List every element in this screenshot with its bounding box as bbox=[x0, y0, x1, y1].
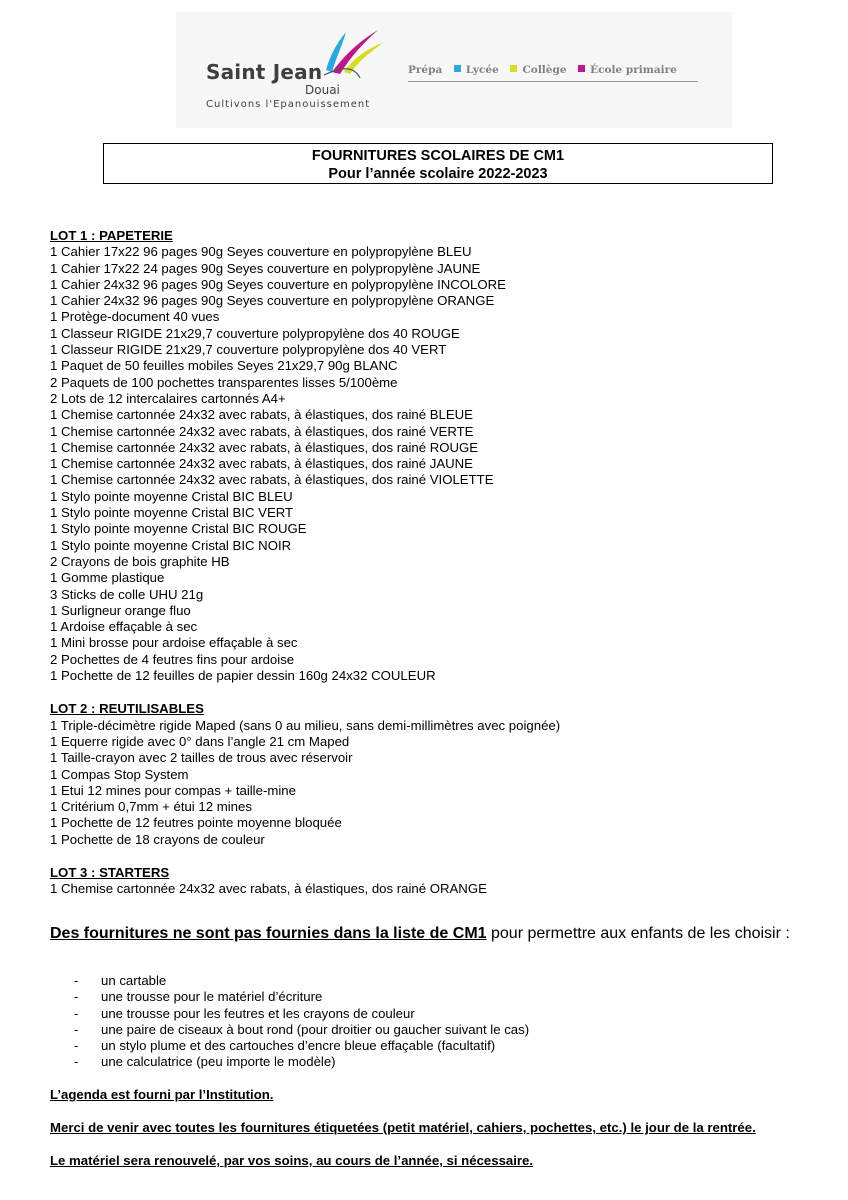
supply-item: 3 Sticks de colle UHU 21g bbox=[50, 586, 204, 602]
choice-intro bbox=[50, 924, 790, 943]
document-title bbox=[103, 143, 773, 184]
note-labels: Merci de venir avec toutes les fournitures étiquetées (petit matériel, cahiers, pochettes, etc.) le jour de la rentrée. bbox=[50, 1120, 756, 1135]
supply-item: 1 Stylo pointe moyenne Cristal BIC BLEU bbox=[50, 488, 293, 504]
supply-item: 1 Chemise cartonnée 24x32 avec rabats, à élastiques, dos rainé VERTE bbox=[50, 423, 474, 439]
note-renewal: Le matériel sera renouvelé, par vos soins, au cours de l’année, si nécessaire. bbox=[50, 1153, 534, 1168]
supply-item: 1 Stylo pointe moyenne Cristal BIC NOIR bbox=[50, 537, 292, 553]
supply-item: 2 Crayons de bois graphite HB bbox=[50, 553, 230, 569]
list-item-text: une trousse pour le matériel d’écriture bbox=[101, 989, 323, 1005]
supply-item: 1 Critérium 0,7mm + étui 12 mines bbox=[50, 799, 252, 815]
lot-title: LOT 1 : PAPETERIE bbox=[50, 228, 173, 243]
supply-item: 1 Ardoise effaçable à sec bbox=[50, 619, 198, 635]
section-spacer bbox=[50, 848, 830, 865]
supply-item: 2 Paquets de 100 pochettes transparentes lisses 5/100ème bbox=[50, 374, 398, 390]
choice-list bbox=[74, 973, 529, 1071]
supply-item: 1 Triple-décimètre rigide Maped (sans 0 au milieu, sans demi-millimètres avec poignée) bbox=[50, 717, 561, 733]
logo-brush-strokes-icon bbox=[324, 26, 386, 78]
level-square-icon bbox=[510, 65, 517, 72]
school-tagline: Cultivons l'Epanouissement bbox=[206, 99, 371, 110]
supply-item: 1 Pochette de 12 feutres pointe moyenne bloquée bbox=[50, 815, 342, 831]
bullet-dash: - bbox=[74, 989, 79, 1005]
supply-item: 1 Compas Stop System bbox=[50, 766, 189, 782]
list-item-text: un stylo plume et des cartouches d’encre bleue effaçable (facultatif) bbox=[101, 1038, 496, 1054]
school-header bbox=[176, 12, 732, 128]
bullet-dash: - bbox=[74, 1054, 79, 1070]
list-item bbox=[74, 1038, 529, 1054]
level-college: Collège bbox=[522, 64, 567, 76]
supply-lots bbox=[50, 228, 830, 898]
school-name: Saint Jean bbox=[206, 60, 323, 84]
choice-lead-rest: pour permettre aux enfants de les choisir : bbox=[486, 925, 790, 942]
bullet-dash: - bbox=[74, 1038, 79, 1054]
supply-item: 1 Taille-crayon avec 2 tailles de trous avec réservoir bbox=[50, 750, 353, 766]
supply-item: 1 Stylo pointe moyenne Cristal BIC VERT bbox=[50, 505, 294, 521]
supply-item: 1 Mini brosse pour ardoise effaçable à sec bbox=[50, 635, 298, 651]
supply-item: 1 Chemise cartonnée 24x32 avec rabats, à élastiques, dos rainé VIOLETTE bbox=[50, 472, 494, 488]
supply-item: 1 Classeur RIGIDE 21x29,7 couverture polypropylène dos 40 ROUGE bbox=[50, 325, 460, 341]
level-square-icon bbox=[454, 65, 461, 72]
supply-item: 1 Chemise cartonnée 24x32 avec rabats, à élastiques, dos rainé ORANGE bbox=[50, 881, 487, 897]
supply-item: 1 Equerre rigide avec 0° dans l’angle 21 cm Maped bbox=[50, 733, 350, 749]
title-line-1: FOURNITURES SCOLAIRES DE CM1 bbox=[311, 148, 565, 164]
section-spacer bbox=[50, 684, 830, 701]
list-item-text: un cartable bbox=[101, 973, 167, 988]
list-item bbox=[74, 1054, 529, 1070]
list-item bbox=[74, 973, 529, 989]
bullet-dash: - bbox=[74, 1021, 79, 1037]
level-prepa: Prépa bbox=[408, 64, 443, 76]
supply-item: 1 Surligneur orange fluo bbox=[50, 602, 191, 618]
bullet-dash: - bbox=[74, 1005, 79, 1021]
school-levels bbox=[408, 64, 677, 76]
list-item bbox=[74, 989, 529, 1005]
supply-item: 1 Protège-document 40 vues bbox=[50, 309, 220, 325]
supply-item: 1 Cahier 24x32 96 pages 90g Seyes couverture en polypropylène ORANGE bbox=[50, 293, 495, 309]
supply-item: 1 Stylo pointe moyenne Cristal BIC ROUGE bbox=[50, 521, 307, 537]
list-item-text: une calculatrice (peu importe le modèle) bbox=[101, 1054, 336, 1070]
supply-item: 1 Chemise cartonnée 24x32 avec rabats, à élastiques, dos rainé BLEUE bbox=[50, 407, 473, 423]
note-agenda: L’agenda est fourni par l’Institution. bbox=[50, 1087, 274, 1102]
supply-item: 1 Cahier 17x22 96 pages 90g Seyes couverture en polypropylène BLEU bbox=[50, 244, 472, 260]
title-line-2: Pour l’année scolaire 2022-2023 bbox=[328, 166, 548, 182]
lot-title: LOT 3 : STARTERS bbox=[50, 864, 170, 880]
supply-item: 1 Etui 12 mines pour compas + taille-mine bbox=[50, 782, 296, 798]
supply-item: 1 Classeur RIGIDE 21x29,7 couverture polypropylène dos 40 VERT bbox=[50, 342, 447, 358]
supply-item: 1 Gomme plastique bbox=[50, 570, 165, 586]
supply-item: 1 Pochette de 18 crayons de couleur bbox=[50, 831, 265, 847]
supply-item: 2 Lots de 12 intercalaires cartonnés A4+ bbox=[50, 390, 286, 406]
level-square-icon bbox=[578, 65, 585, 72]
list-item-text: une paire de ciseaux à bout rond (pour droitier ou gaucher suivant le cas) bbox=[101, 1021, 530, 1037]
list-item bbox=[74, 1022, 529, 1038]
list-item-text: une trousse pour les feutres et les crayons de couleur bbox=[101, 1005, 415, 1021]
school-city: Douai bbox=[305, 83, 340, 97]
level-primaire: École primaire bbox=[590, 64, 677, 76]
supply-item: 1 Cahier 17x22 24 pages 90g Seyes couverture en polypropylène JAUNE bbox=[50, 260, 481, 276]
supply-item: 1 Pochette de 12 feuilles de papier dessin 160g 24x32 COULEUR bbox=[50, 668, 436, 684]
supply-item: 1 Chemise cartonnée 24x32 avec rabats, à élastiques, dos rainé ROUGE bbox=[50, 439, 479, 455]
bullet-dash: - bbox=[74, 973, 79, 988]
choice-lead-bold: Des fournitures ne sont pas fournies dans la liste de CM1 bbox=[50, 925, 487, 942]
supply-item: 2 Pochettes de 4 feutres fins pour ardoise bbox=[50, 651, 295, 667]
levels-divider bbox=[408, 81, 698, 82]
lot-title: LOT 2 : REUTILISABLES bbox=[50, 701, 204, 717]
supply-item: 1 Cahier 24x32 96 pages 90g Seyes couverture en polypropylène INCOLORE bbox=[50, 276, 506, 292]
level-lycee: Lycée bbox=[465, 64, 499, 76]
supply-item: 1 Paquet de 50 feuilles mobiles Seyes 21x29,7 90g BLANC bbox=[50, 358, 398, 374]
supply-item: 1 Chemise cartonnée 24x32 avec rabats, à élastiques, dos rainé JAUNE bbox=[50, 456, 473, 472]
list-item bbox=[74, 1006, 529, 1022]
